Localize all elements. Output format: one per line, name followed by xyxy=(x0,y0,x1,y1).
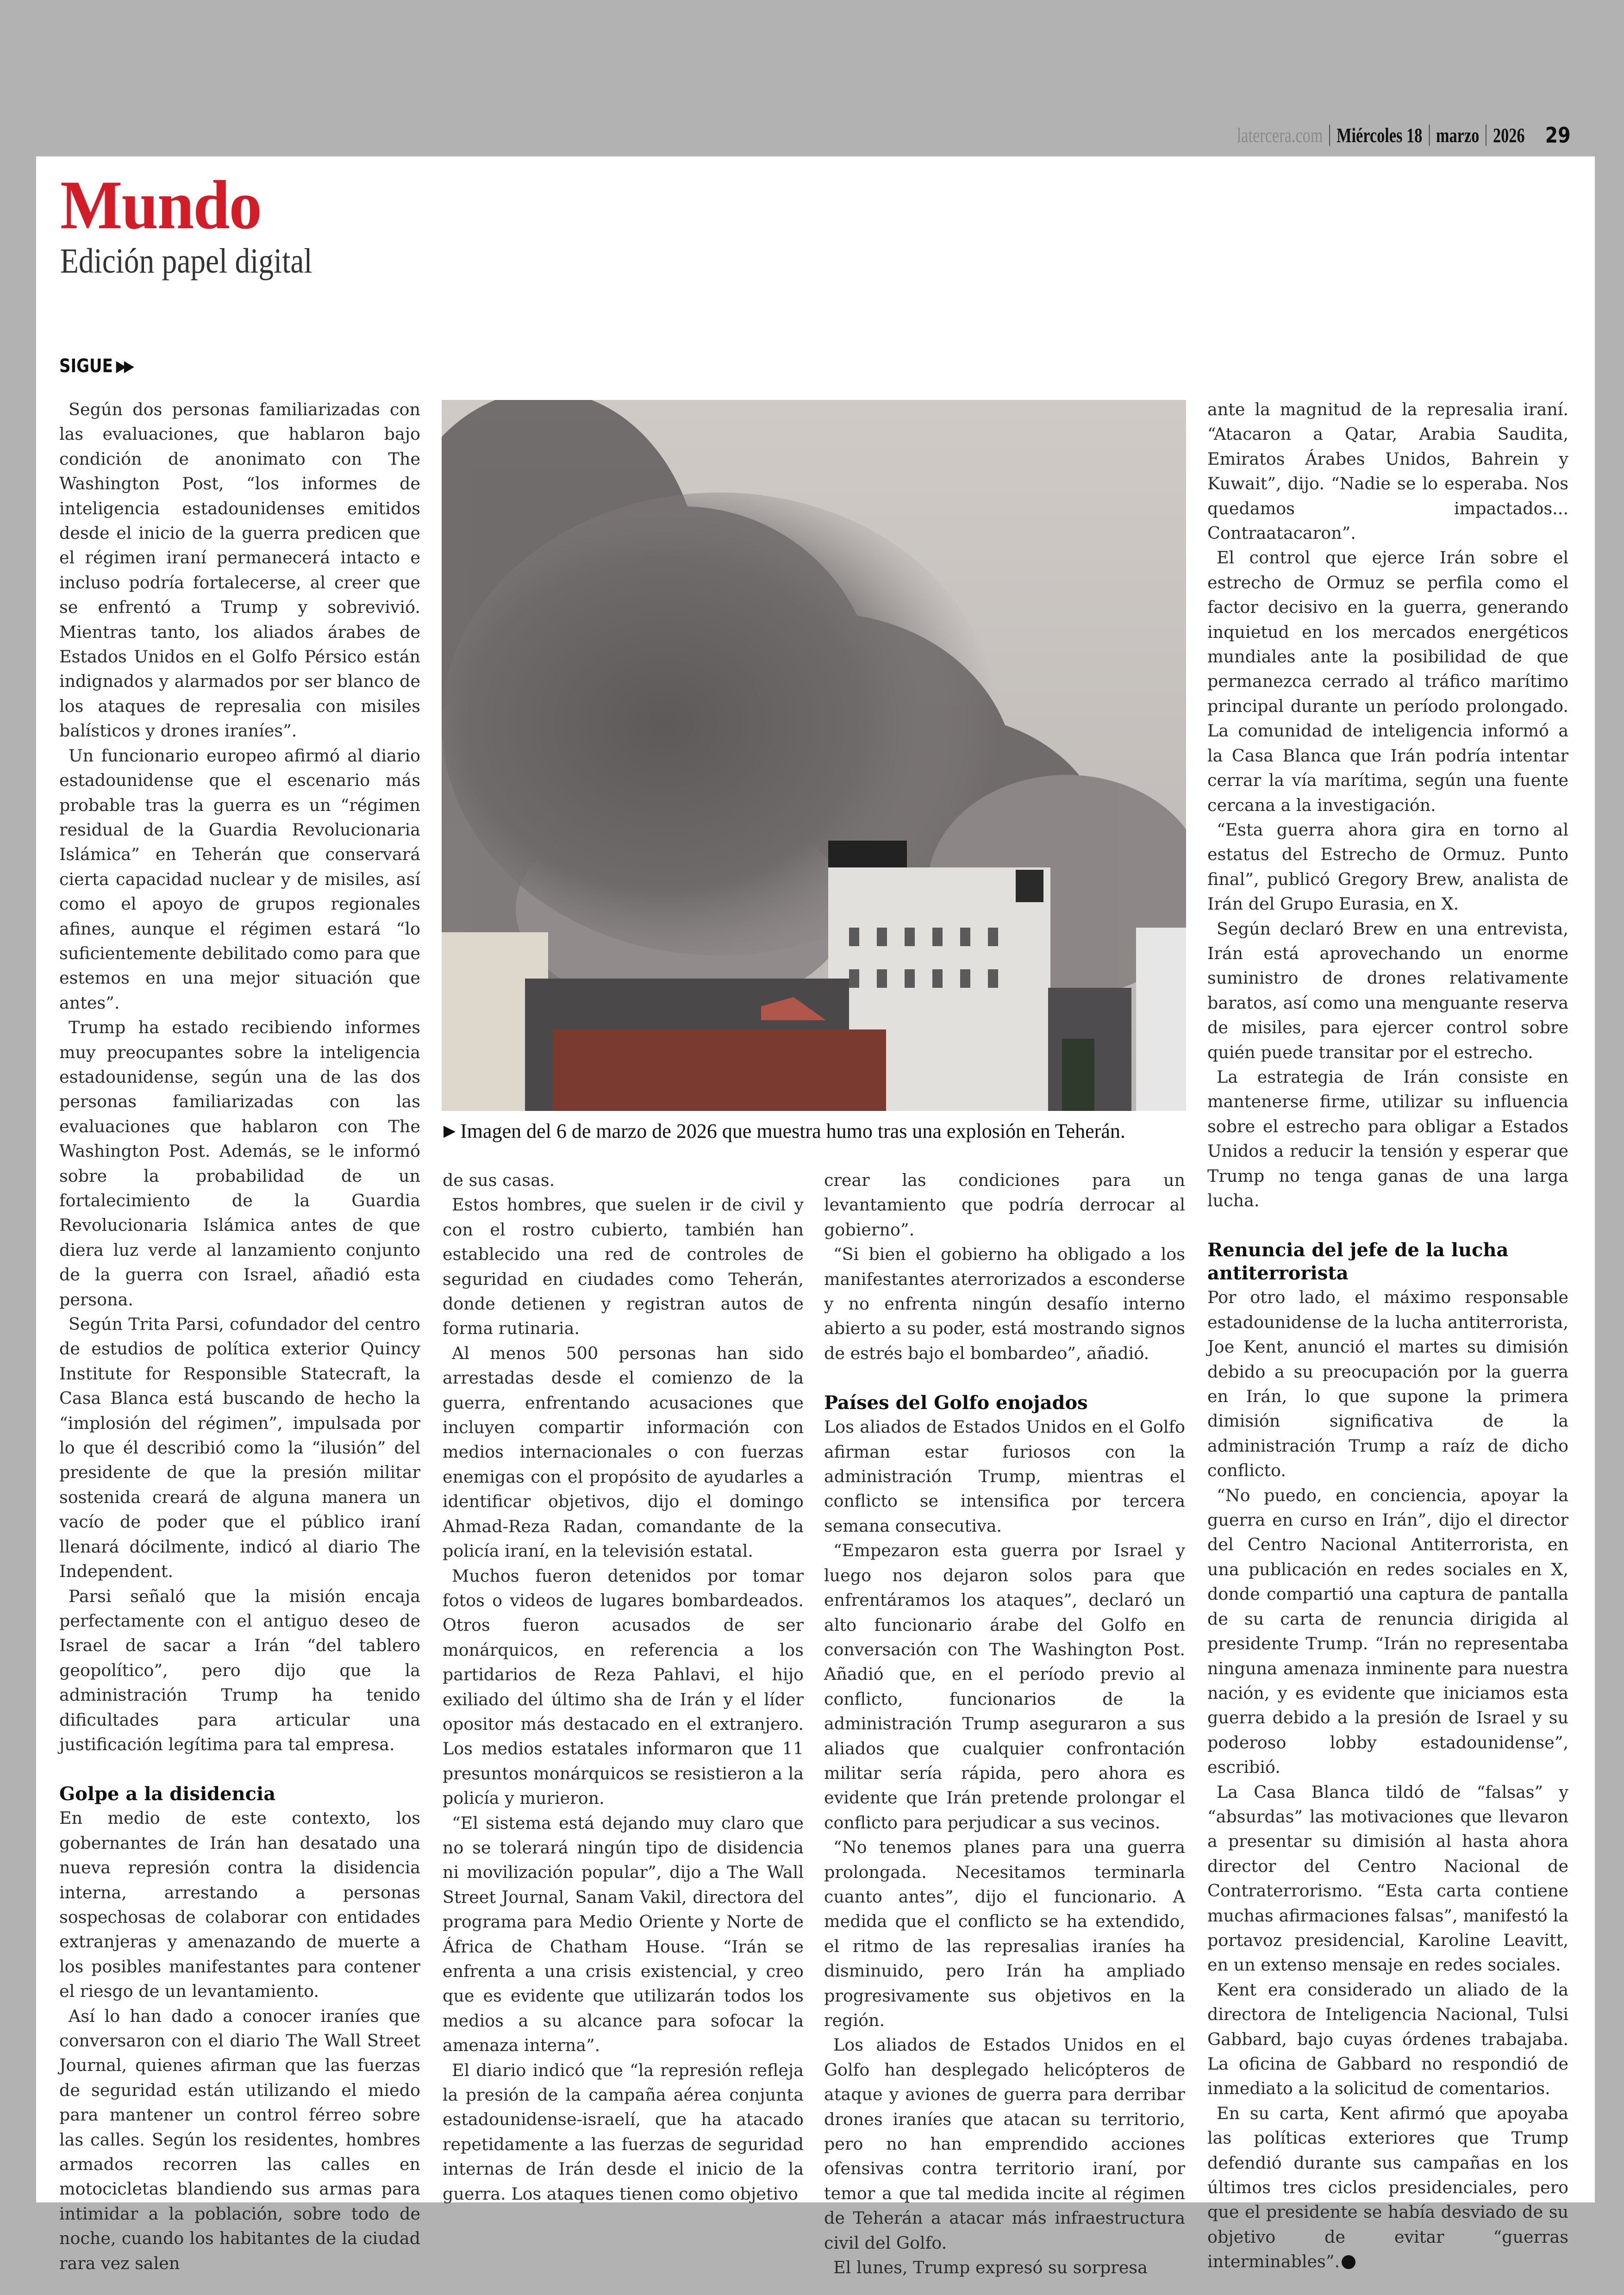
paragraph xyxy=(443,1564,804,1811)
date-weekday-day: Miércoles 18 xyxy=(1336,124,1422,147)
smoke-photo-illustration xyxy=(442,400,1186,1111)
paragraph-text: Al menos 500 personas han sido arrestadas desde el comienzo de la guerra, enfrentando acusaciones que incluyen compartir información con medios internacionales o con fuerzas enemigas con el propósito de ayudarles a identificar objetivos, dijo el domingo Ahmad-Reza Radan, comandante de la policía iraní, en la televisión estatal. xyxy=(443,1343,804,1561)
double-play-arrow-icon: ▶▶ xyxy=(116,357,132,375)
paragraph xyxy=(824,1168,1185,1242)
paragraph-text: Trump ha estado recibiendo informes muy preocupantes sobre la inteligencia estadounidense, según una de las dos personas familiarizadas con las evaluaciones que hablaron con The Washington Post. Además, se le informó sobre la probabilidad de un fortalecimiento de la Guardia Revolucionaria Islámica antes de que diera luz verde al lanzamiento conjunto de la guerra con Israel, añadió esta persona. xyxy=(59,1017,420,1310)
paragraph-text: Según Trita Parsi, cofundador del centro de estudios de política exterior Quincy Institute for Responsible Statecraft, la Casa Blanca está buscando de hecho la “implosión del régimen”, impulsada por lo que él describió como la “ilusión” del presidente de que la presión militar sostenida creará de alguna manera un vacío de poder que el público iraní llenará dócilmente, indicó al diario The Independent. xyxy=(59,1314,420,1582)
paragraph xyxy=(1207,1065,1568,1213)
paragraph xyxy=(59,743,420,1015)
page-number: 29 xyxy=(1545,123,1571,148)
paragraph xyxy=(1207,2101,1568,2274)
paragraph xyxy=(824,1538,1185,1835)
paragraph xyxy=(1207,817,1568,917)
paragraph xyxy=(59,1312,420,1584)
paragraph xyxy=(1207,545,1568,817)
article-column-4 xyxy=(1207,397,1568,2274)
photo-caption xyxy=(443,1117,1184,1145)
paragraph xyxy=(59,1806,420,2003)
paragraph-text: El diario indicó que “la represión refleja la presión de la campaña aérea conjunta estadounidense-israelí, que ha atacado repetidamente a las fuerzas de seguridad internas de Irán desde el inicio de la guerra. Los ataques tienen como objetivo xyxy=(443,2060,804,2204)
caption-text: Imagen del 6 de marzo de 2026 que muestra humo tras una explosión en Teherán. xyxy=(460,1120,1125,1142)
paragraph xyxy=(443,1168,804,1192)
paragraph xyxy=(824,2033,1185,2255)
paragraph-text: “No puedo, en conciencia, apoyar la guerra en curso en Irán”, dijo el director del Centro Nacional Antiterrorista, en una publicación en redes sociales en X, donde compartió una captura de pantalla de su carta de renuncia dirigida al presidente Trump. “Irán no representaba ninguna amenaza inminente para nuestra nación, y es evidente que iniciamos esta guerra debido a la presión de Israel y su poderoso lobby estadounidense”, escribió. xyxy=(1207,1485,1568,1777)
paragraph xyxy=(443,2058,804,2206)
section-spacer xyxy=(1207,1213,1568,1239)
paragraph-text: Los aliados de Estados Unidos en el Golfo han desplegado helicópteros de ataque y aviones de guerra para derribar drones iraníes que atacan su territorio, pero no han emprendido acciones ofensivas contra territorio iraní, por temor a que tal medida incite al régimen de Teherán a atacar más infraestructura civil del Golfo. xyxy=(824,2035,1185,2253)
paragraph-text: Kent era considerado un aliado de la directora de Inteligencia Nacional, Tulsi Gabbard, bajo cuyas órdenes trabajaba. La oficina de Gabbard no respondió de inmediato a la solicitud de comentarios. xyxy=(1207,1979,1568,2099)
subheading: Países del Golfo enojados xyxy=(824,1392,1088,1414)
paragraph-text: El control que ejerce Irán sobre el estrecho de Ormuz se perfila como el factor decisivo en la guerra, generando inquietud en los mercados energéticos mundiales ante la posibilidad de que permanezca cerrado al tráfico marítimo principal durante un período prolongado. La comunidad de inteligencia informó a la Casa Blanca que Irán podría intentar cerrar la vía marítima, según una fuente cercana a la investigación. xyxy=(1207,548,1568,815)
paragraph-text: crear las condiciones para un levantamiento que podría derrocar al gobierno”. xyxy=(824,1170,1185,1240)
paragraph-text: “Empezaron esta guerra por Israel y luego nos dejaron solos para que enfrentáramos los ataques”, declaró un alto funcionario árabe del Golfo en conversación con The Washington Post. Añadió que, en el período previo al conflicto, funcionarios de la administración Trump aseguraron a sus aliados que cualquier confrontación militar sería rápida, pero ahora es evidente que Irán pretende prolongar el conflicto para perjudicar a sus vecinos. xyxy=(824,1540,1185,1833)
paragraph-text: Un funcionario europeo afirmó al diario estadounidense que el escenario más probable tras la guerra es un “régimen residual de la Guardia Revolucionaria Islámica” en Teherán que conservará cierta capacidad nuclear y de misiles, así como el apoyo de grupos regionales afines, aunque el régimen estará “lo suficientemente debilitado como para que estemos en una mejor situación que antes”. xyxy=(59,745,420,1013)
paragraph-text: de sus casas. xyxy=(443,1170,555,1190)
section-spacer xyxy=(59,1757,420,1783)
divider xyxy=(1429,125,1430,146)
paragraph-text: Estos hombres, que suelen ir de civil y con el rostro cubierto, también han establecido una red de controles de seguridad en ciudades como Teherán, donde detienen y registran autos de forma rutinaria. xyxy=(443,1195,804,1339)
paragraph-text: Muchos fueron detenidos por tomar fotos o videos de lugares bombardeados. Otros fueron acusados de ser monárquicos, en referencia a los partidarios de Reza Pahlavi, el hijo exiliado del último sha de Irán y el líder opositor más destacado en el extranjero. Los medios estatales informaron que 11 presuntos monárquicos se resistieron a la policía y murieron. xyxy=(443,1565,804,1809)
paragraph xyxy=(824,1415,1185,1538)
article-column-1 xyxy=(59,397,420,2276)
paragraph-text: “Esta guerra ahora gira en torno al estatus del Estrecho de Ormuz. Punto final”, publicó Gregory Brew, analista de Irán del Grupo Eurasia, en X. xyxy=(1207,819,1568,914)
continued-label xyxy=(59,355,132,377)
paragraph-text: ante la magnitud de la represalia iraní. “Atacaron a Qatar, Arabia Saudita, Emiratos Árabes Unidos, Bahrein y Kuwait”, dijo. “Nadie se lo esperaba. Nos quedamos impactados... Contraatacaron”. xyxy=(1207,399,1568,543)
paragraph-text: Por otro lado, el máximo responsable estadounidense de la lucha antiterrorista, Joe Kent, anunció el martes su dimisión debido a su preocupación por la guerra en Irán, lo que supone la primera dimisión significativa de la administración Trump a raíz de dicho conflicto. xyxy=(1207,1287,1568,1481)
section-title: Mundo xyxy=(60,167,262,243)
paragraph xyxy=(824,1835,1185,2033)
continued-text: SIGUE xyxy=(59,355,113,377)
paragraph-text: “El sistema está dejando muy claro que no se tolerará ningún tipo de disidencia ni movilización popular”, dijo a The Wall Street Journal, Sanam Vakil, directora del programa para Medio Oriente y Norte de África de Chatham House. “Irán se enfrenta a una crisis existencial, y creo que es evidente que utilizarán todos los medios a su alcance para sofocar la amenaza interna”. xyxy=(443,1813,804,2056)
paragraph xyxy=(59,397,420,743)
paragraph-text: El lunes, Trump expresó su sorpresa xyxy=(833,2258,1148,2278)
paragraph xyxy=(1207,917,1568,1065)
paragraph xyxy=(443,1341,804,1564)
paragraph xyxy=(1207,397,1568,545)
article-column-2 xyxy=(443,1168,804,2206)
paragraph-text: En su carta, Kent afirmó que apoyaba las políticas exteriores que Trump defendió durante sus campañas en los últimos tres ciclos presidenciales, pero que el presidente se había desviado de su objetivo de evitar “guerras interminables”. xyxy=(1207,2103,1568,2272)
paragraph xyxy=(443,1811,804,2058)
paragraph xyxy=(1207,1780,1568,1977)
paragraph-text: “No tenemos planes para una guerra prolongada. Necesitamos terminarla cuanto antes”, dijo el funcionario. A medida que el conflicto se ha extendido, el ritmo de las represalias iraníes ha disminuido, pero Irán ha ampliado progresivamente sus objetivos en la región. xyxy=(824,1837,1185,2030)
paragraph-text: Los aliados de Estados Unidos en el Golfo afirman estar furiosos con la administración Trump, mientras el conflicto se intensifica por tercera semana consecutiva. xyxy=(824,1417,1185,1536)
paragraph-text: La estrategia de Irán consiste en mantenerse firme, utilizar su influencia sobre el estrecho para obligar a Estados Unidos a reducir la tensión y esperar que Trump no tenga ganas de una larga lucha. xyxy=(1207,1066,1568,1210)
date-year: 2026 xyxy=(1493,124,1525,147)
paragraph-text: Así lo han dado a conocer iraníes que conversaron con el diario The Wall Street Journal, quienes afirman que las fuerzas de seguridad están utilizando el miedo para mantener un control férreo sobre las calles. Según los residentes, hombres armados recorren las calles en motocicletas blandiendo sus armas para intimidar a la población, sobre todo de noche, cuando los habitantes de la ciudad rara vez salen xyxy=(59,2006,420,2273)
paragraph-text: Parsi señaló que la misión encaja perfectamente con el antiguo deseo de Israel de sacar a Irán “del tablero geopolítico”, pero dijo que la administración Trump ha tenido dificultades para articular una justificación legítima para tal empresa. xyxy=(59,1586,420,1754)
date-month: marzo xyxy=(1436,124,1479,147)
paragraph xyxy=(824,1242,1185,1366)
paragraph-text: En medio de este contexto, los gobernantes de Irán han desatado una nueva represión contra la disidencia interna, arrestando a personas sospechosas de colaborar con entidades extranjeras y amenazando de muerte a los posibles manifestantes para contener el riesgo de un levantamiento. xyxy=(59,1808,420,2002)
paragraph xyxy=(59,2004,420,2276)
paragraph xyxy=(824,2255,1185,2280)
news-photo[interactable] xyxy=(442,400,1186,1111)
divider xyxy=(1329,125,1330,146)
paragraph-text: “Si bien el gobierno ha obligado a los manifestantes aterrorizados a esconderse y no enfrenta ningún desafío interno abierto a su poder, está mostrando signos de estrés bajo el bombardeo”, añadió. xyxy=(824,1244,1185,1363)
masthead xyxy=(60,167,353,281)
paragraph xyxy=(59,1584,420,1757)
paragraph xyxy=(59,1015,420,1312)
paragraph-text: Según declaró Brew en una entrevista, Irán está aprovechando un enorme suministro de drones relativamente baratos, así como una menguante reserva de misiles, para ejercer control sobre quién puede transitar por el estrecho. xyxy=(1207,918,1568,1062)
subheading: Renuncia del jefe de la lucha antiterrorista xyxy=(1207,1239,1509,1285)
subheading: Golpe a la disidencia xyxy=(59,1783,276,1805)
article-column-3 xyxy=(824,1168,1185,2280)
page-header xyxy=(1237,121,1569,149)
section-subtitle: Edición papel digital xyxy=(60,242,312,281)
paragraph xyxy=(1207,1285,1568,1483)
paragraph-text: Según dos personas familiarizadas con las evaluaciones, que hablaron bajo condición de anonimato con The Washington Post, “los informes de inteligencia estadounidenses emitidos desde el inicio de la guerra predicen que el régimen iraní permanecerá intacto e incluso podría fortalecerse, al creer que se enfrentó a Trump y sobrevivió. Mientras tanto, los aliados árabes de Estados Unidos en el Golfo Pérsico están indignados y alarmados por ser blanco de los ataques de represalia con misiles balísticos y drones iraníes”. xyxy=(59,399,420,741)
end-of-article-dot-icon xyxy=(1342,2255,1355,2269)
paragraph xyxy=(1207,1977,1568,2101)
newspaper-page xyxy=(36,156,1595,2278)
paragraph xyxy=(1207,1483,1568,1780)
paragraph-text: La Casa Blanca tildó de “falsas” y “absurdas” las motivaciones que llevaron a presentar su dimisión al hasta ahora director del Centro Nacional de Contraterrorismo. “Esta carta contiene muchas afirmaciones falsas”, manifestó la portavoz presidencial, Karoline Leavitt, en un extenso mensaje en redes sociales. xyxy=(1207,1782,1568,1975)
section-spacer xyxy=(824,1366,1185,1391)
site-url[interactable]: latercera.com xyxy=(1237,124,1323,147)
paragraph xyxy=(443,1192,804,1341)
caption-arrow-icon: ▶ xyxy=(443,1123,456,1140)
divider xyxy=(1486,125,1487,146)
